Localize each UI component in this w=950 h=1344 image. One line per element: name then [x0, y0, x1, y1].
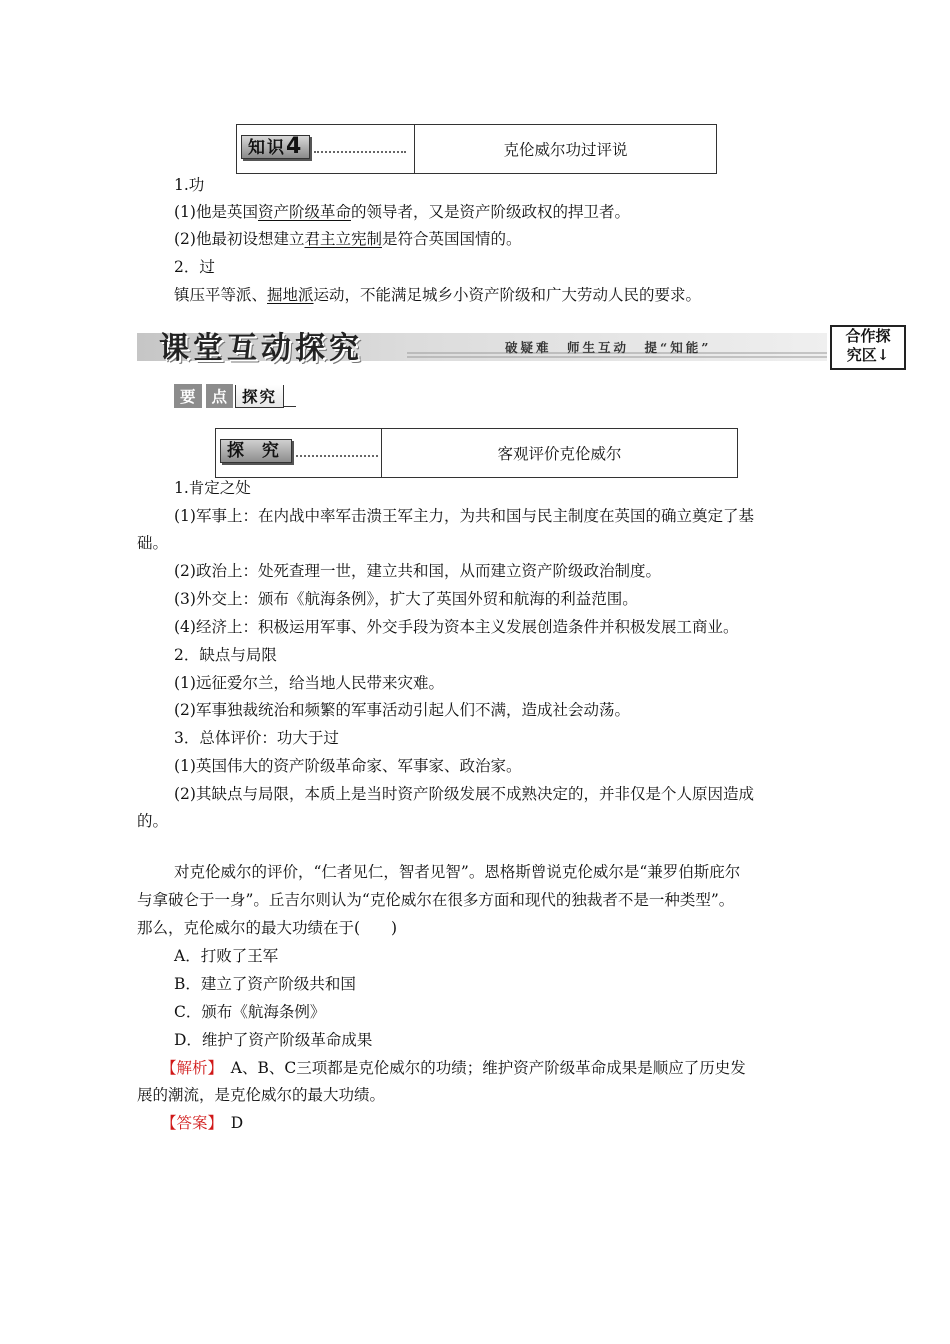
answer-line [161, 1113, 243, 1133]
analysis-label: 【解析】 [161, 1059, 216, 1077]
question-line-3: 那么，克伦威尔的最大功绩在于( ) [137, 919, 398, 937]
option-b: B．建立了资产阶级共和国 [174, 975, 356, 993]
badge-line-1: 合作探 [845, 327, 891, 345]
cooperative-zone-badge[interactable] [830, 325, 906, 370]
overall-heading: 3．总体评价：功大于过 [174, 729, 339, 747]
section-banner [137, 323, 827, 366]
knowledge-box [236, 124, 717, 174]
tag-dotted-line [314, 151, 406, 153]
key-points-explore: 探究 [235, 385, 284, 408]
key-points-char-2: 点 [206, 384, 234, 408]
question-line-1: 对克伦威尔的评价，“仁者见仁，智者见智”。恩格斯曾说克伦威尔是“兼罗伯斯庇尔 [174, 863, 741, 881]
affirm-military-line2: 础。 [137, 534, 169, 552]
explore-tag-label: 探 究 [220, 439, 292, 463]
shortcomings-heading: 2．缺点与局限 [174, 646, 277, 664]
knowledge-tag [241, 129, 406, 159]
shortcoming-dictatorship: (2)军事独裁统治和频繁的军事活动引起人们不满，造成社会动荡。 [174, 701, 630, 719]
keyword-constitutional-monarchy: 君主立宪制 [304, 230, 382, 248]
explore-title: 客观评价克伦威尔 [497, 445, 622, 463]
affirm-political: (2)政治上：处死查理一世，建立共和国，从而建立资产阶级政治制度。 [174, 562, 661, 580]
shortcoming-ireland: (1)远征爱尔兰，给当地人民带来灾难。 [174, 674, 444, 692]
option-c: C．颁布《航海条例》 [174, 1003, 326, 1021]
faults-point: 镇压平等派、掘地派运动，不能满足城乡小资产阶级和广大劳动人民的要求。 [174, 286, 702, 304]
knowledge-tag-number: 4 [286, 134, 304, 159]
knowledge-tag-label: 知识 [248, 138, 286, 158]
affirm-heading: 1.肯定之处 [174, 479, 251, 497]
keyword-bourgeois-revolution: 资产阶级革命 [257, 203, 351, 221]
analysis-line-1: 【解析】 A、B、C三项都是克伦威尔的功绩；维护资产阶级革命成果是顺应了历史发 [161, 1059, 746, 1077]
section-slogan: 破疑难 师生互动 提“知能” [505, 340, 712, 355]
affirm-military-line1: (1)军事上：在内战中率军击溃王军主力，为共和国与民主制度在英国的确立奠定了基 [174, 507, 754, 525]
explore-box [215, 428, 738, 478]
section-title: 课堂互动探究 [159, 331, 363, 366]
faults-heading: 2．过 [174, 258, 215, 276]
answer-label: 【答案】 [161, 1114, 216, 1132]
question-line-2: 与拿破仑于一身”。丘吉尔则认为“克伦威尔在很多方面和现代的独裁者不是一种类型”。 [137, 891, 735, 909]
tag-dotted-line [296, 455, 378, 457]
merits-point-2: (2)他最初设想建立君主立宪制是符合英国国情的。 [174, 230, 522, 248]
analysis-line-2: 展的潮流，是克伦威尔的最大功绩。 [137, 1086, 386, 1104]
key-points-underline [284, 406, 296, 407]
keyword-diggers: 掘地派 [267, 286, 314, 304]
overall-point-2-line1: (2)其缺点与局限，本质上是当时资产阶级发展不成熟决定的，并非仅是个人原因造成 [174, 785, 754, 803]
affirm-economic: (4)经济上：积极运用军事、外交手段为资本主义发展创造条件并积极发展工商业。 [174, 618, 739, 636]
down-arrow-icon: ↓ [876, 346, 890, 364]
key-points-char-1: 要 [174, 384, 202, 408]
merits-heading: 1.功 [174, 176, 205, 194]
badge-line-2: 究区 [846, 346, 877, 364]
affirm-diplomatic: (3)外交上：颁布《航海条例》，扩大了英国外贸和航海的利益范围。 [174, 590, 638, 608]
knowledge-title: 克伦威尔功过评说 [503, 141, 628, 159]
overall-point-2-line2: 的。 [137, 812, 169, 830]
overall-point-1: (1)英国伟大的资产阶级革命家、军事家、政治家。 [174, 757, 522, 775]
option-d: D．维护了资产阶级革命成果 [174, 1031, 373, 1049]
option-a: A．打败了王军 [174, 947, 279, 965]
key-points-tag [174, 383, 296, 409]
merits-point-1: (1)他是英国资产阶级革命的领导者，又是资产阶级政权的捍卫者。 [174, 203, 630, 221]
answer-value: D [215, 1114, 244, 1132]
explore-tag [220, 433, 378, 463]
